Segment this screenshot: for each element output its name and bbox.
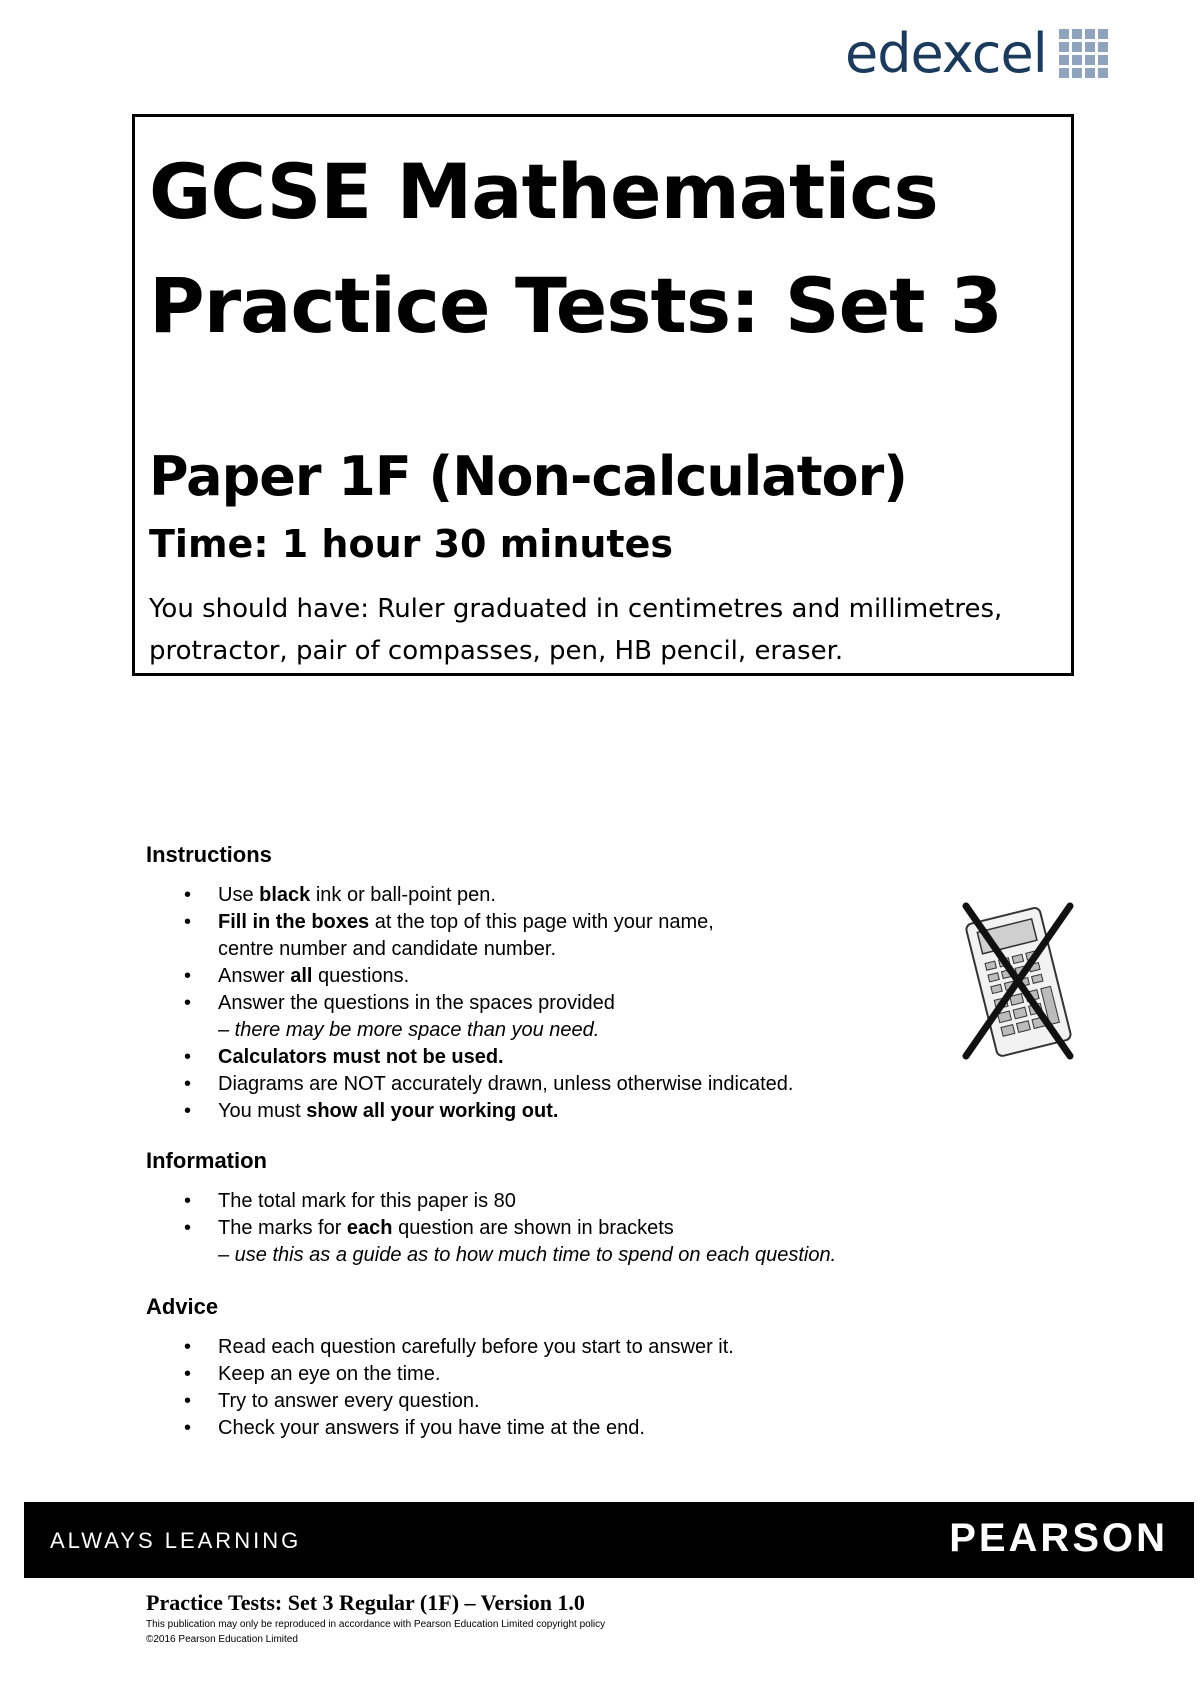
footer-copyright: ©2016 Pearson Education Limited [146,1634,298,1645]
advice-list [146,1334,1046,1442]
title-line-2: Practice Tests: Set 3 [149,261,1002,350]
instructions-heading: Instructions [146,842,272,867]
advice-section [146,1294,1046,1442]
pearson-logo: PEARSON [949,1516,1168,1560]
always-learning-text: ALWAYS LEARNING [50,1528,302,1553]
logo-grid-icon [1059,29,1108,78]
list-item: • Answer all questions. [146,963,1046,990]
title-box [132,114,1074,676]
information-list [146,1188,1046,1269]
list-item: • The marks for each question are shown in brackets – use this as a guide as to how much time to spend on each question. [146,1215,1046,1269]
list-item: • Keep an eye on the time. [146,1361,1046,1388]
list-item: • Try to answer every question. [146,1388,1046,1415]
requirements [149,588,1071,672]
list-item: • Answer the questions in the spaces provided – there may be more space than you need. [146,990,1046,1044]
advice-heading: Advice [146,1294,219,1319]
instructions-section [146,842,1046,1125]
requirements-line-2: protractor, pair of compasses, pen, HB pencil, eraser. [149,636,844,666]
requirements-line-1: You should have: Ruler graduated in centimetres and millimetres, [149,594,1003,624]
list-item: • Use black ink or ball-point pen. [146,882,1046,909]
list-item: • You must show all your working out. [146,1098,1046,1125]
list-item: • Check your answers if you have time at the end. [146,1415,1046,1442]
footer-text [146,1590,605,1646]
footer-band [24,1502,1194,1578]
list-item: • Calculators must not be used. [146,1044,1046,1071]
title-line-1: GCSE Mathematics [149,147,938,236]
list-item: • Fill in the boxes at the top of this page with your name, centre number and candidate number. [146,909,1046,963]
footer-title: Practice Tests: Set 3 Regular (1F) – Version 1.0 [146,1590,585,1615]
paper-title: Paper 1F (Non-calculator) [149,445,907,508]
no-calculator-icon [958,900,1078,1060]
list-item: • Diagrams are NOT accurately drawn, unless otherwise indicated. [146,1071,1046,1098]
instructions-list [146,882,1046,1125]
information-section [146,1148,1046,1269]
list-item: • Read each question carefully before you start to answer it. [146,1334,1046,1361]
list-item: • The total mark for this paper is 80 [146,1188,1046,1215]
logo-text: edexcel [845,21,1047,85]
time-allowed: Time: 1 hour 30 minutes [149,522,673,566]
edexcel-logo [845,18,1145,88]
footer-notice: This publication may only be reproduced in accordance with Pearson Education Limited copyright policy [146,1619,606,1630]
information-heading: Information [146,1148,267,1173]
